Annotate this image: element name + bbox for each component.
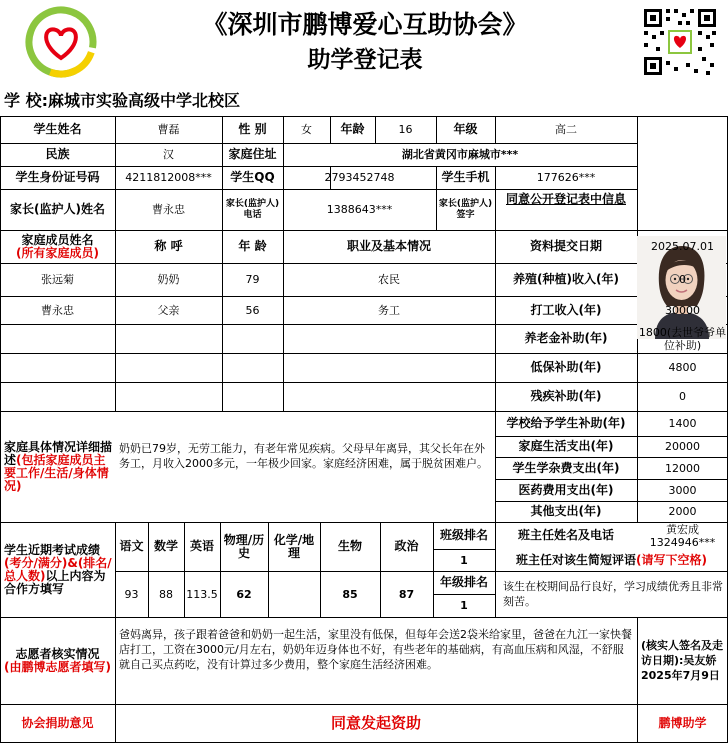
family-row-2-age: 56 (245, 303, 260, 317)
form-header (0, 0, 728, 87)
finance-label-3: 养老金补助(年) (524, 331, 608, 345)
home-address-label: 家庭住址 (228, 147, 277, 161)
consent-label: 同意公开登记表中信息 (505, 191, 626, 206)
qq-label: 学生QQ (230, 170, 275, 184)
family-member-name-label: 家庭成员姓名 (21, 232, 94, 247)
finance-label-6: 学校给予学生补助(年) (506, 416, 626, 430)
exam-note: (考分/满分)&(排名/总人数) (4, 555, 112, 583)
id-number-value: 4211812008*** (125, 171, 212, 184)
finance-value-9: 3000 (668, 483, 697, 497)
donation-signer: 鹏博助学 (658, 716, 707, 730)
occupation-header: 职业及基本情况 (346, 239, 431, 253)
school-name: 麻城市实验高级中学北校区 (47, 91, 240, 110)
consent-label-cell (495, 189, 637, 209)
teacher-label: 班主任姓名及电话 (517, 528, 614, 542)
finance-value-3: 1800(去世爷爷单位补助) (638, 325, 727, 352)
volunteer-text: 爸妈离异，孩子跟着爸爸和奶奶一起生活，家里没有低保，但每年会送2袋米给家里，爸爸在九江一家快餐店打工，工资在3000元/月左右，奶奶年迈身体也不好，有些老年的基础病，有高血压病和风湿，不舒服就自己买点药吃，没有计算过多少费用，整个家庭生活经济困难。 (119, 628, 632, 671)
gender-value: 女 (301, 123, 312, 136)
family-row-2-name: 曹永忠 (41, 303, 74, 317)
student-name-label: 学生姓名 (33, 122, 82, 136)
subject-1: 语文 (119, 539, 144, 553)
guardian-phone-label: 家长(监护人)电话 (225, 198, 280, 220)
score-5 (268, 571, 320, 617)
finance-value-8: 12000 (665, 461, 700, 475)
subject-6: 生物 (337, 539, 362, 553)
family-member-name-header (0, 230, 115, 263)
family-member-name-note: (所有家庭成员) (16, 245, 99, 260)
school-line (4, 89, 240, 113)
finance-label-2: 打工收入(年) (530, 302, 602, 317)
school-label: 学 校: (4, 91, 48, 110)
family-row-1-relation: 奶奶 (157, 273, 180, 286)
grade-label: 年级 (453, 122, 478, 136)
submit-date-label: 资料提交日期 (529, 239, 602, 253)
family-row-1-occupation: 农民 (378, 273, 400, 286)
finance-label-10: 其他支出(年) (530, 504, 602, 518)
registration-table (0, 116, 728, 743)
family-row-2-relation: 父亲 (157, 303, 180, 317)
score-2: 88 (159, 587, 173, 601)
guardian-sign-label: 家长(监护人)签字 (438, 198, 493, 220)
age-label: 年龄 (340, 122, 365, 136)
exam-filler-note: 以上内容为合作方填写 (4, 568, 106, 596)
finance-value-4: 4800 (668, 361, 697, 374)
finance-value-7: 20000 (665, 440, 700, 453)
member-age-header: 年 龄 (238, 239, 267, 253)
finance-label-8: 学生学杂费支出(年) (512, 460, 620, 475)
finance-label-1: 养殖(种植)收入(年) (513, 272, 619, 286)
student-name-value: 曹磊 (157, 123, 180, 136)
class-rank-label: 班级排名 (439, 528, 488, 542)
qr-code[interactable] (641, 6, 719, 78)
finance-label-7: 家庭生活支出(年) (518, 439, 614, 453)
finance-value-1: 0 (679, 273, 686, 286)
teacher-comment-label (495, 549, 728, 571)
family-row-2-occupation: 务工 (378, 303, 400, 317)
score-3: 113.5 (186, 587, 218, 601)
exam-title: 学生近期考试成绩 (4, 542, 101, 557)
age-value: 16 (398, 123, 413, 136)
form-title: 助学登记表 (307, 46, 423, 73)
finance-value-2: 30000 (665, 303, 700, 317)
volunteer-signature: (核实人签名及走访日期):吴友娇 2025年7月9日 (641, 639, 724, 682)
finance-value-5: 0 (679, 390, 686, 403)
guardian-phone-value: 1388643*** (326, 203, 393, 216)
family-row-1-age: 79 (245, 273, 260, 286)
ethnicity-label: 民族 (45, 147, 70, 161)
qq-value: 2793452748 (324, 171, 395, 184)
finance-label-9: 医药费用支出(年) (518, 482, 614, 497)
family-row-1-name: 张远菊 (41, 273, 74, 286)
volunteer-title: 志愿者核实情况 (15, 646, 100, 661)
subject-7: 政治 (394, 539, 419, 553)
finance-value-10: 2000 (668, 505, 697, 518)
guardian-name-value: 曹永忠 (152, 203, 185, 216)
finance-value-6: 1400 (668, 417, 697, 430)
gender-label: 性 别 (238, 122, 267, 136)
guardian-name-label: 家长(监护人)姓名 (10, 202, 105, 216)
student-phone-label: 学生手机 (441, 170, 490, 184)
family-detail-note: (包括家庭成员主要工作/生活/身体情况) (4, 452, 109, 493)
association-logo (20, 6, 102, 78)
donation-opinion-value: 同意发起资助 (330, 714, 421, 732)
score-4: 62 (236, 587, 252, 601)
submit-date-value: 2025.07.01 (651, 240, 714, 253)
family-detail-title: 家庭具体情况详细描述 (4, 439, 113, 467)
subject-5: 化学/地理 (273, 532, 315, 560)
teacher-comment-title: 班主任对该生简短评语 (516, 552, 637, 567)
home-address-value: 湖北省黄冈市麻城市*** (401, 148, 519, 161)
subject-3: 英语 (189, 539, 214, 553)
teacher-comment-text: 该生在校期间品行良好，学习成绩优秀且非常刻苦。 (503, 580, 723, 608)
family-detail-label (0, 411, 115, 522)
grade-rank-value: 1 (460, 599, 468, 612)
teacher-comment-note: (请写下空格) (636, 552, 707, 567)
class-rank-value: 1 (460, 553, 468, 567)
teacher-value: 黄宏成 1324946*** (649, 522, 716, 549)
exam-label (0, 522, 115, 617)
student-phone-value: 177626*** (536, 171, 596, 184)
score-6: 85 (342, 587, 358, 601)
grade-rank-label: 年级排名 (439, 575, 488, 589)
family-detail-text: 奶奶已79岁，无劳工能力，有老年常见疾病。父母早年离异，其父长年在外务工，月收入2000多元，一年极少回家。家庭经济困难，属于脱贫困难户。 (119, 442, 488, 470)
finance-label-4: 低保补助(年) (530, 360, 602, 374)
subject-2: 数学 (153, 539, 178, 553)
score-1: 93 (124, 587, 139, 601)
id-number-label: 学生身份证号码 (15, 170, 100, 184)
volunteer-label (0, 617, 115, 704)
subject-4: 物理/历史 (223, 532, 265, 560)
finance-label-5: 残疾补助(年) (530, 389, 602, 403)
relation-header: 称 呼 (154, 239, 183, 253)
donation-opinion-label: 协会捐助意见 (21, 716, 94, 730)
grade-value: 高二 (555, 123, 577, 136)
association-title: 《深圳市鹏博爱心互助协会》 (202, 10, 528, 39)
volunteer-note: (由鹏博志愿者填写) (4, 659, 111, 674)
score-7: 87 (398, 587, 415, 601)
ethnicity-value: 汉 (163, 148, 174, 161)
